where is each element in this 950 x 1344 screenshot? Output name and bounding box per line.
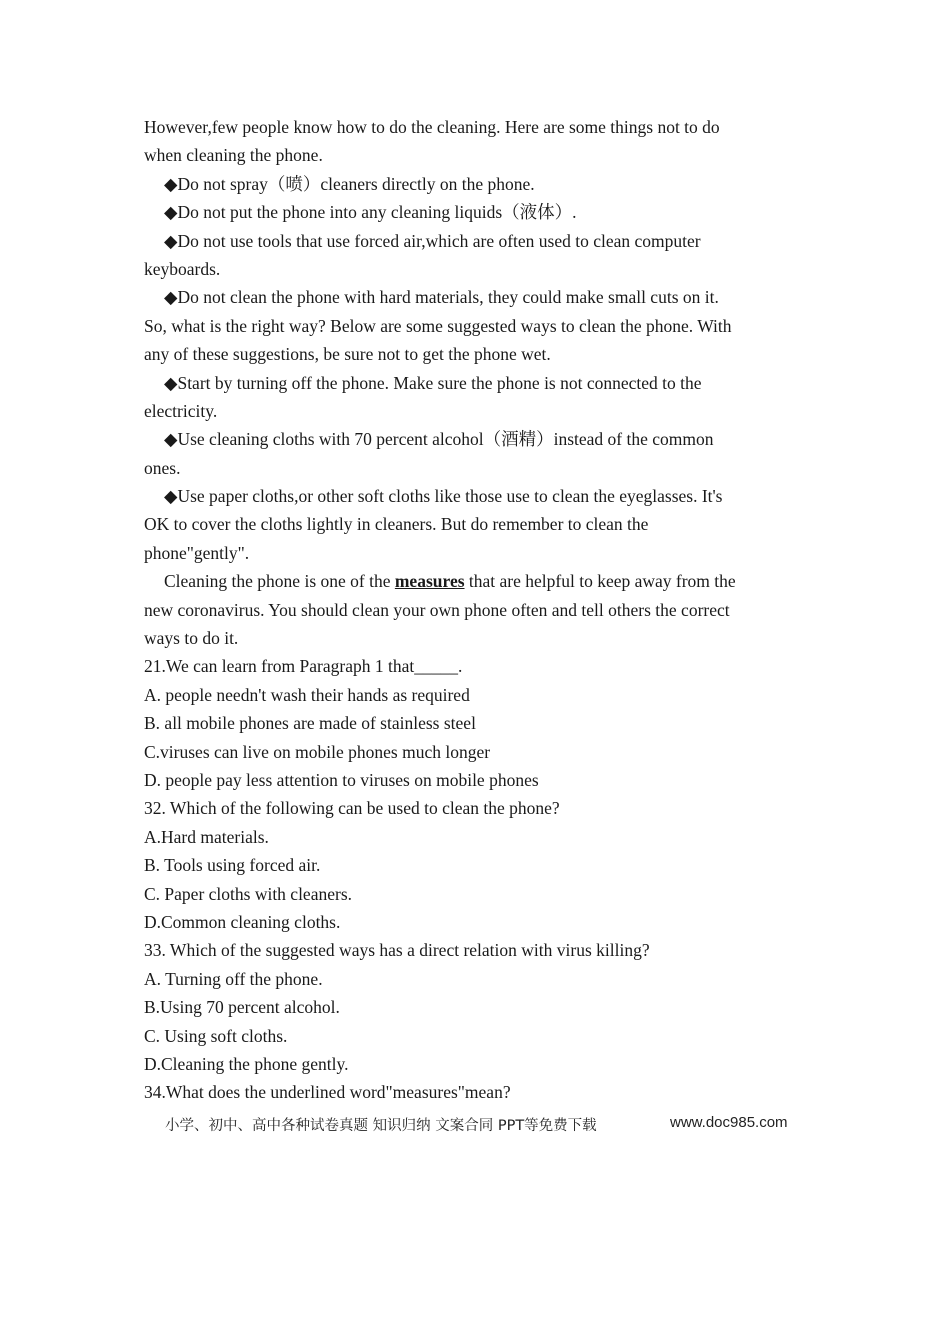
question-option: D. people pay less attention to viruses on mobile phones <box>144 769 539 790</box>
paragraph-line: new coronavirus. You should clean your own phone often and tell others the correct <box>144 599 730 620</box>
document-body <box>144 113 804 1107</box>
question-option: A. Turning off the phone. <box>144 968 323 989</box>
question-option: C.viruses can live on mobile phones much longer <box>144 741 491 762</box>
bullet-item-cont: keyboards. <box>144 258 221 279</box>
question-stem: 34.What does the underlined word"measures"mean? <box>144 1082 511 1103</box>
question-stem: 32. Which of the following can be used to clean the phone? <box>144 798 560 819</box>
footer-url: www.doc985.com <box>670 1114 788 1131</box>
bullet-item: ◆Use paper cloths,or other soft cloths like those use to clean the eyeglasses. It's <box>164 486 723 507</box>
question-stem: 33. Which of the suggested ways has a direct relation with virus killing? <box>144 940 650 961</box>
paragraph-line: any of these suggestions, be sure not to get the phone wet. <box>144 344 551 365</box>
paragraph-line: when cleaning the phone. <box>144 145 323 166</box>
bullet-item: ◆Use cleaning cloths with 70 percent alcohol（酒精）instead of the common <box>164 429 714 450</box>
footer-text: 小学、初中、高中各种试卷真题 知识归纳 文案合同 PPT等免费下载 <box>165 1118 597 1134</box>
bullet-item: ◆Do not put the phone into any cleaning liquids（液体）. <box>164 202 577 223</box>
question-option: A. people needn't wash their hands as required <box>144 684 470 705</box>
paragraph-line: So, what is the right way? Below are some suggested ways to clean the phone. With <box>144 315 732 336</box>
question-option: D.Common cleaning cloths. <box>144 911 341 932</box>
conclusion-line <box>144 567 804 595</box>
question-option: B. Tools using forced air. <box>144 855 321 876</box>
bullet-item: ◆Start by turning off the phone. Make sure the phone is not connected to the <box>164 372 702 393</box>
page-footer <box>165 1114 805 1135</box>
bullet-item-cont: OK to cover the cloths lightly in cleaners. But do remember to clean the <box>144 514 649 535</box>
conclusion-text-post: that are helpful to keep away from the <box>464 571 736 592</box>
conclusion-text-pre: Cleaning the phone is one of the <box>164 571 395 592</box>
paragraph-line: However,few people know how to do the cleaning. Here are some things not to do <box>144 117 720 137</box>
question-option: B. all mobile phones are made of stainless steel <box>144 713 476 734</box>
bullet-item-cont: electricity. <box>144 400 218 421</box>
question-option: B.Using 70 percent alcohol. <box>144 997 340 1018</box>
bullet-item: ◆Do not clean the phone with hard materials, they could make small cuts on it. <box>164 287 719 308</box>
question-option: C. Paper cloths with cleaners. <box>144 883 353 904</box>
paragraph-line: ways to do it. <box>144 628 239 649</box>
bullet-item: ◆Do not spray（喷）cleaners directly on the phone. <box>164 173 535 194</box>
question-option: D.Cleaning the phone gently. <box>144 1053 349 1074</box>
bullet-item: ◆Do not use tools that use forced air,which are often used to clean computer <box>164 230 701 251</box>
bullet-item-cont: phone"gently". <box>144 542 250 563</box>
question-option: A.Hard materials. <box>144 826 269 847</box>
question-option: C. Using soft cloths. <box>144 1025 288 1046</box>
bullet-item-cont: ones. <box>144 457 181 478</box>
underlined-word: measures <box>394 571 465 592</box>
question-stem: 21.We can learn from Paragraph 1 that_____. <box>144 656 463 677</box>
